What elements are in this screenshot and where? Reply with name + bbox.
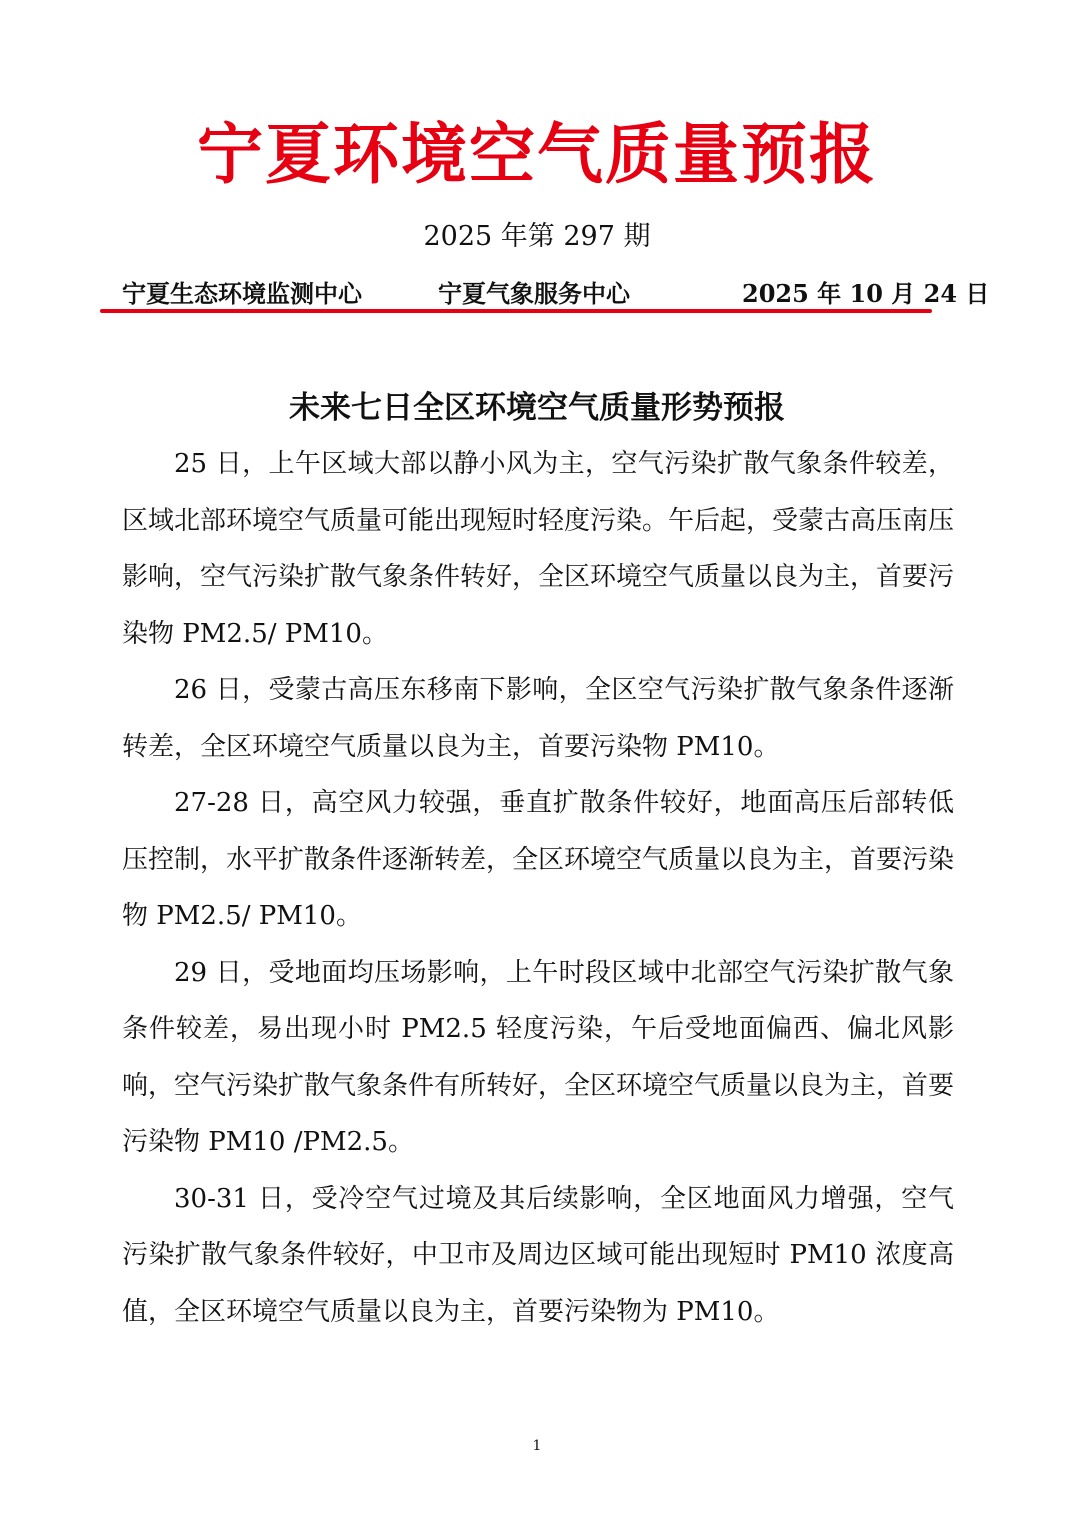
red-divider xyxy=(100,309,932,313)
forecast-paragraph-29: 29 日，受地面均压场影响，上午时段区域中北部空气污染扩散气象条件较差，易出现小时 PM2.5 轻度污染，午后受地面偏西、偏北风影响，空气污染扩散气象条件有所转好，全区环境空气质量以良为主，首要污染物 PM10 /PM2.5。 xyxy=(122,957,955,1157)
forecast-paragraph-25: 25 日，上午区域大部以静小风为主，空气污染扩散气象条件较差，区域北部环境空气质量可能出现短时轻度污染。午后起，受蒙古高压南压影响，空气污染扩散气象条件转好，全区环境空气质量以良为主，首要污染物 PM2.5/ PM10。 xyxy=(122,449,955,649)
section-title: 未来七日全区环境空气质量形势预报 xyxy=(289,390,785,426)
forecast-body xyxy=(122,436,954,1340)
issuer-meteorological-center: 宁夏气象服务中心 xyxy=(438,279,630,308)
issuer-monitoring-center: 宁夏生态环境监测中心 xyxy=(122,279,362,308)
issue-date: 2025 年 10 月 24 日 xyxy=(742,279,990,308)
issue-number: 2025 年第 297 期 xyxy=(423,221,651,252)
forecast-paragraph-27-28: 27-28 日，高空风力较强，垂直扩散条件较好，地面高压后部转低压控制，水平扩散条件逐渐转差，全区环境空气质量以良为主，首要污染物 PM2.5/ PM10。 xyxy=(122,788,955,931)
page-number: 1 xyxy=(532,1438,542,1454)
forecast-paragraph-30-31: 30-31 日，受冷空气过境及其后续影响，全区地面风力增强，空气污染扩散气象条件较好，中卫市及周边区域可能出现短时 PM10 浓度高值，全区环境空气质量以良为主，首要污染物为 PM10。 xyxy=(122,1183,954,1327)
forecast-paragraph-26: 26 日，受蒙古高压东移南下影响，全区空气污染扩散气象条件逐渐转差，全区环境空气质量以良为主，首要污染物 PM10。 xyxy=(122,675,954,762)
masthead-title: 宁夏环境空气质量预报 xyxy=(197,115,877,193)
